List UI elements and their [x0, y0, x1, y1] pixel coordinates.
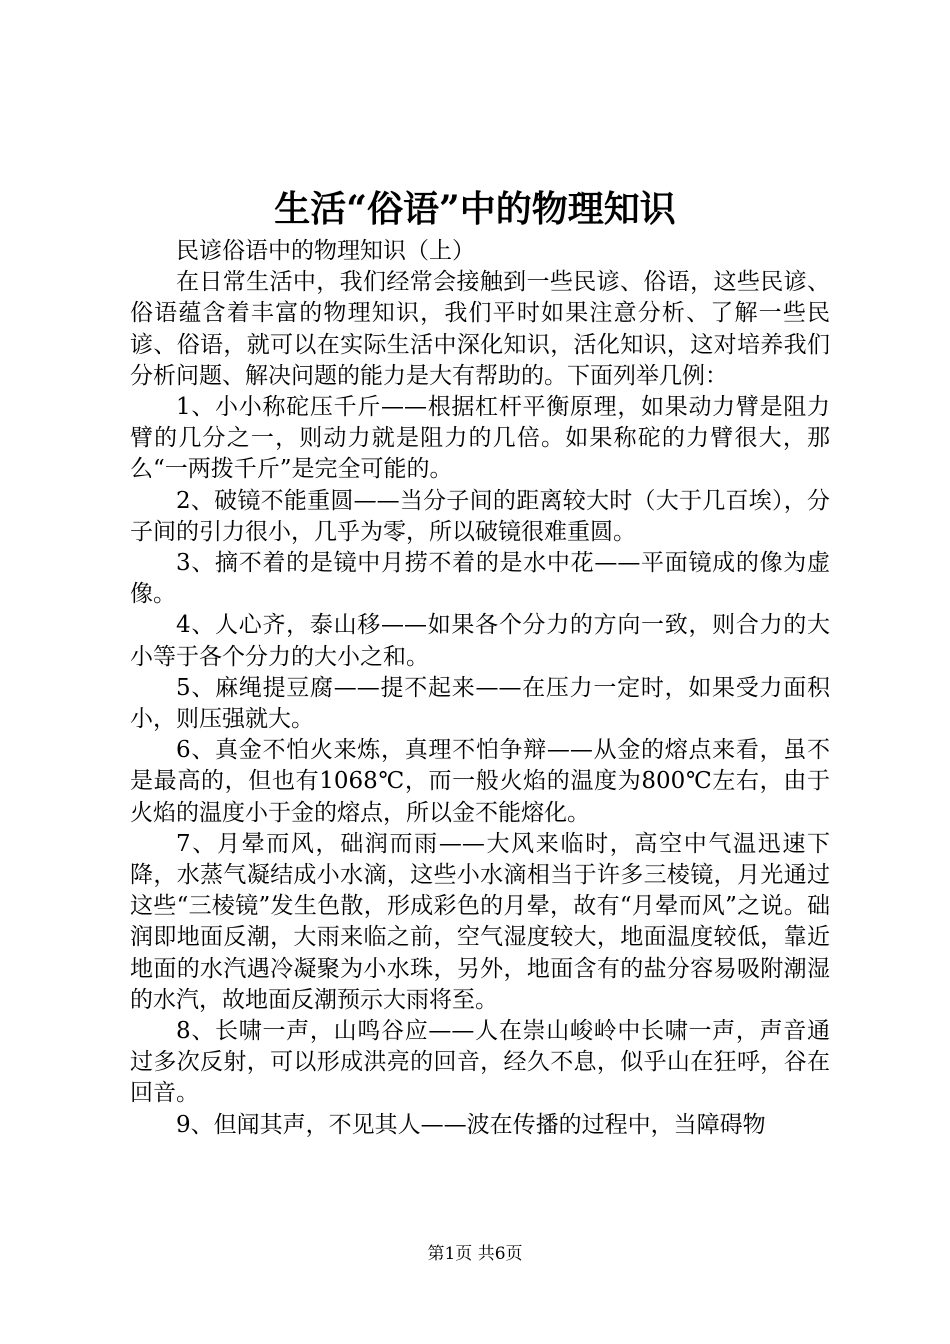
paragraph-item-1: 1、小小称砣压千斤——根据杠杆平衡原理，如果动力臂是阻力臂的几分之一，则动力就是阻力的几倍。如果称砣的力臂很大，那么“一两拨千斤”是完全可能的。	[130, 394, 830, 483]
paragraph-item-9: 9、但闻其声，不见其人——波在传播的过程中，当障碍物	[176, 1111, 766, 1138]
paragraph-item-2: 2、破镜不能重圆——当分子间的距离较大时（大于几百埃），分子间的引力很小，几乎为零，所以破镜很难重圆。	[130, 487, 830, 545]
document-subtitle: 民谚俗语中的物理知识（上）	[176, 238, 475, 264]
paragraph-item-7: 7、月晕而风，础润而雨——大风来临时，高空中气温迅速下降，水蒸气凝结成小水滴，这些小水滴相当于许多三棱镜，月光通过这些“三棱镜”发生色散，形成彩色的月晕，故有“月晕而风”之说。础润即地面反潮，大雨来临之前，空气湿度较大，地面温度较低，靠近地面的水汽遇冷凝聚为小水珠，另外，地面含有的盐分容易吸附潮湿的水汽，故地面反潮预示大雨将至。	[130, 830, 830, 1013]
paragraph-item-4: 4、人心齐，泰山移——如果各个分力的方向一致，则合力的大小等于各个分力的大小之和。	[130, 612, 830, 670]
paragraph-intro: 在日常生活中，我们经常会接触到一些民谚、俗语，这些民谚、俗语蕴含着丰富的物理知识，我们平时如果注意分析、了解一些民谚、俗语，就可以在实际生活中深化知识，活化知识，这对培养我们分析问题、解决问题的能力是大有帮助的。下面列举几例：	[130, 269, 830, 389]
paragraph-item-8: 8、长啸一声，山鸣谷应——人在崇山峻岭中长啸一声，声音通过多次反射，可以形成洪亮的回音，经久不息，似乎山在狂呼，谷在回音。	[130, 1018, 830, 1107]
paragraph-item-3: 3、摘不着的是镜中月捞不着的是水中花——平面镜成的像为虚像。	[130, 550, 830, 608]
page-footer: 第1页 共6页	[427, 1244, 523, 1264]
paragraph-item-6: 6、真金不怕火来炼，真理不怕争辩——从金的熔点来看，虽不是最高的，但也有1068℃，而一般火焰的温度为800℃左右，由于火焰的温度小于金的熔点，所以金不能熔化。	[130, 737, 830, 826]
paragraph-item-5: 5、麻绳提豆腐——提不起来——在压力一定时，如果受力面积小，则压强就大。	[130, 674, 830, 733]
document-body	[130, 236, 830, 1141]
document-title: 生活“俗语”中的物理知识	[274, 188, 676, 230]
